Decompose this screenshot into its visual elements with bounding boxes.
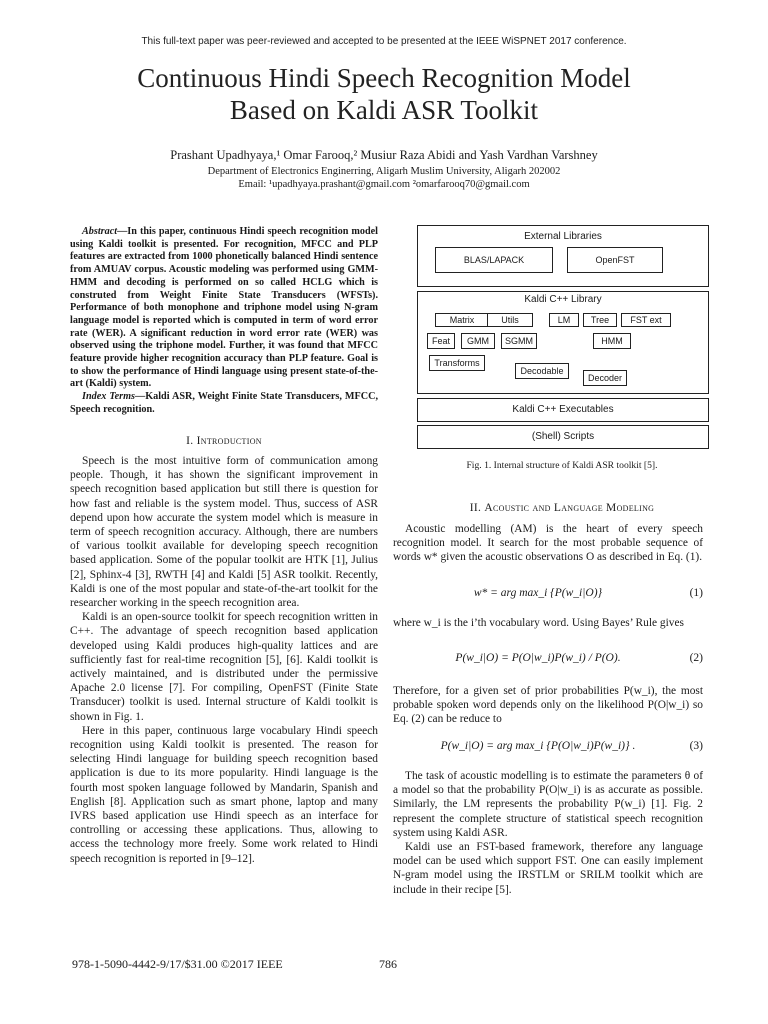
section-2-paragraph-1: Acoustic modelling (AM) is the heart of every speech recognition model. It search for the most probable sequence of words w* given the acoustic observations O as described in Eq. (1). [393,523,703,564]
intro-paragraph-3: Here in this paper, continuous large vocabulary Hindi speech recognition using Kaldi toolkit is presented. The reason for selecting Hindi language for building speech recognition based application is due to its more popularity. Hindi language is the fourth most spoken language followed by Mandarin, Spanish and English [8]. Application such as smart phone, laptop and many IVRS based application use Hindi speech as an interface for controlling or accessing these applications. Thus, allowing to access the technology more freely. Some work related to Hindi speech recognition is reported in [9–12]. [70,724,378,865]
index-terms-label: Index Terms [82,391,136,403]
section-1-number: I. [186,435,194,447]
intro-paragraph-2: Kaldi is an open-source toolkit for speech recognition written in C++. The advantage of speech recognition based application developed using Kaldi produces high-quality lattices and are sufficiently fast for real-time recognition [5], [6]. Kaldi toolkit is actively maintained, and is distributed under the permissive Apache 2.0 license [7]. For compiling, OpenFST (Finite State Transducer) toolkit is used. Internal structure of Kaldi toolkit is shown in Fig. 1. [70,611,378,723]
module-gmm: GMM [461,333,495,349]
openfst-box: OpenFST [567,247,663,273]
affiliation: Department of Electronics Enginerring, Aligarh Muslim University, Aligarh 202002 [207,166,561,177]
abstract [70,226,378,417]
module-hmm: HMM [593,333,631,349]
conference-notice: This full-text paper was peer-reviewed and accepted to be presented at the IEEE WiSPNET 2017 conference. [141,36,627,47]
equation-1-number: (1) [689,587,703,599]
equation-2-number: (2) [689,652,703,664]
module-decodable: Decodable [515,363,569,379]
kaldi-executables-box: Kaldi C++ Executables [417,398,709,422]
equation-2-expression: P(w_i|O) = P(O|w_i)P(w_i) / P(O). [455,652,621,664]
section-2-title: Acoustic and Language Modeling [484,502,655,514]
section-1-title: Introduction [196,435,262,447]
title-line-1: Continuous Hindi Speech Recognition Model [137,63,631,93]
module-fst-ext: FST ext [621,313,671,327]
kaldi-library-label: Kaldi C++ Library [524,294,602,305]
blas-lapack-box: BLAS/LAPACK [435,247,553,273]
footer-isbn: 978-1-5090-4442-9/17/$31.00 ©2017 IEEE [72,957,283,971]
module-tree: Tree [583,313,617,327]
intro-paragraph-1: Speech is the most intuitive form of communication among people. Though, it has shown the significant improvement in speech recognition based application but still there is question for how fast and reliable is the system model. Thus, success of ASR depend upon how accurate the system model which is measure in term of speech recognition accuracy. Although, there are numbers of various toolkit available for developing speech recognition based application. Some of the popular toolkit are HTK [1], Julius [2], Sphinx-4 [3], RWTH [4] and Kaldi [5] ASR toolkit. Recently, Kaldi is one of the most popular and state-of-the-art toolkit for the researcher working in the speech recognition area. [70,455,378,610]
module-transforms: Transforms [429,355,485,371]
equation-1-expression: w* = arg max_i {P(w_i|O)} [473,587,603,599]
module-decoder: Decoder [583,370,627,386]
module-lm: LM [549,313,579,327]
section-2-paragraph-3: Therefore, for a given set of prior probabilities P(w_i), the most probable spoken word depends only on the likelihood P(O|w_i) so Eq. (2) can be reduce to [393,685,703,726]
section-2-heading [392,502,732,514]
module-utils: Utils [487,313,533,327]
section-1-heading [70,435,378,447]
page-number: 786 [379,957,397,971]
section-2-paragraph-5: Kaldi use an FST-based framework, therefore any language model can be used which support FST. One can easily implement N-gram model using the IRSTLM or SRILM toolkit which are include in their recipe [5]. [393,841,703,896]
section-2-body [393,769,703,897]
module-sgmm: SGMM [501,333,537,349]
abstract-label: Abstract [82,226,118,237]
title-line-2: Based on Kaldi ASR Toolkit [229,95,539,125]
abstract-text: —In this paper, continuous Hindi speech recognition model using Kaldi toolkit is presented. For recognition, MFCC and PLP features are extracted from 1000 phonetically balanced Hindi sentence from AMUAV corpus. Acoustic modeling was performed using GMM-HMM and decoding is performed on so called HCLG which is construted from Weight Finite State Transducers (WFSTs). Performance of both monophone and triphone model using N-gram language model is reported which is computed in term of word error rate (WER). A significant reduction in word error rate (WER) was observed using the triphone model. Further, it was found that MFCC feature provide higher recognition accuracy than PLP feature. Goal is to show the performance of Hindi language using present state-of-the-art (Kaldi) system. [70,226,378,390]
section-2-paragraph-4: The task of acoustic modelling is to estimate the parameters θ of a model so that the probability P(O|w_i) is as accurate as possible. Similarly, the LM represents the probability P(w_i) [1]. Fig. 2 represent the complete structure of statistical speech recognition system using Kaldi ASR. [393,770,703,839]
module-feat: Feat [427,333,455,349]
index-terms-text: —Kaldi ASR, Weight Finite State Transducers, MFCC, Speech recognition. [70,391,378,415]
paper-title [60,62,708,126]
email-line: Email: ¹upadhyaya.prashant@gmail.com ²omarfarooq70@gmail.com [238,179,530,190]
authors: Prashant Upadhyaya,¹ Omar Farooq,² Musiur Raza Abidi and Yash Vardhan Varshney [170,148,598,162]
section-2-paragraph-2: where w_i is the i’th vocabulary word. Using Bayes’ Rule gives [393,617,684,629]
module-matrix: Matrix [435,313,489,327]
figure-1-diagram [417,225,709,450]
external-libraries-label: External Libraries [524,231,602,242]
figure-1-caption: Fig. 1. Internal structure of Kaldi ASR toolkit [5]. [466,460,658,471]
equation-3-expression: P(w_i|O) = arg max_i {P(O|w_i)P(w_i)} . [440,740,636,752]
section-2-number: II. [469,502,482,514]
equation-3-number: (3) [689,740,703,752]
shell-scripts-box: (Shell) Scripts [417,425,709,449]
introduction-body [70,454,378,866]
